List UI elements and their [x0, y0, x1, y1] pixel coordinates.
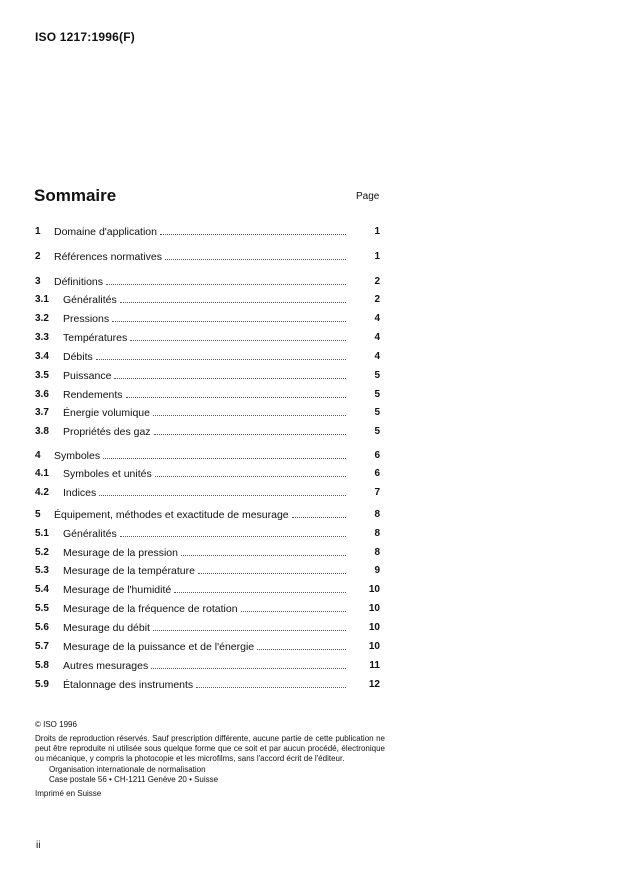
organization-address: Case postale 56 • CH-1211 Genève 20 • Suisse: [49, 775, 219, 784]
toc-entry-title: [63, 387, 346, 403]
rights-statement: Droits de reproduction réservés. Sauf prescription différente, aucune partie de cette publication ne peut être reproduite ni utilisée sous quelque forme que ce soit et par aucun procédé, électronique ou mécanique, y compris la photocopie et les microfilms, sans l'accord écrit de l'éditeur.: [35, 734, 385, 763]
toc-entry-page: 10: [368, 641, 380, 652]
toc-entry-title: [54, 448, 346, 464]
toc-entry-title-text: Symboles: [54, 450, 101, 462]
toc-entry-title: [63, 526, 346, 542]
toc-entry-number: 5.6: [35, 622, 49, 633]
organization-name: Organisation internationale de normalisation: [49, 765, 206, 774]
toc-entry-title-text: Propriétés des gaz: [63, 426, 151, 438]
toc-entry-title-text: Pressions: [63, 313, 110, 325]
toc-entry-title-text: Autres mesurages: [63, 660, 149, 672]
toc-leader-dots: [292, 507, 346, 518]
toc-entry-title: [63, 424, 346, 440]
toc-leader-dots: [181, 545, 346, 556]
toc-leader-dots: [103, 448, 346, 459]
toc-entry[interactable]: [35, 507, 380, 523]
toc-entry-page: 10: [368, 622, 380, 633]
toc-entry[interactable]: [35, 292, 380, 308]
toc-entry-page: 10: [368, 584, 380, 595]
toc-entry[interactable]: [35, 274, 380, 290]
toc-leader-dots: [120, 526, 346, 537]
toc-entry-number: 3.5: [35, 370, 49, 381]
toc-entry-page: 1: [374, 226, 380, 237]
toc-leader-dots: [99, 485, 346, 496]
toc-leader-dots: [241, 601, 346, 612]
toc-entry[interactable]: [35, 601, 380, 617]
toc-entry-title: [54, 274, 346, 290]
toc-entry-title-text: Définitions: [54, 276, 104, 288]
toc-entry[interactable]: [35, 466, 380, 482]
toc-leader-dots: [154, 424, 346, 435]
toc-entry-number: 5.8: [35, 660, 49, 671]
toc-entry-title-text: Énergie volumique: [63, 407, 150, 419]
toc-entry-number: 1: [35, 226, 41, 237]
toc-entry[interactable]: [35, 405, 380, 421]
toc-entry[interactable]: [35, 224, 380, 240]
toc-entry-title: [63, 620, 346, 636]
toc-entry-title: [63, 292, 346, 308]
toc-leader-dots: [114, 368, 346, 379]
toc-entry-title-text: Débits: [63, 351, 93, 363]
toc-entry-title: [63, 639, 346, 655]
toc-entry[interactable]: [35, 249, 380, 265]
toc-entry[interactable]: [35, 485, 380, 501]
toc-leader-dots: [174, 582, 346, 593]
toc-entry[interactable]: [35, 563, 380, 579]
toc-entry-title-text: Puissance: [63, 370, 112, 382]
toc-entry-number: 5.5: [35, 603, 49, 614]
toc-entry-page: 6: [374, 450, 380, 461]
toc-entry-title: [63, 368, 346, 384]
page-column-label: Page: [356, 191, 380, 202]
toc-entry-page: 5: [374, 407, 380, 418]
toc-entry-title: [63, 405, 346, 421]
toc-entry-title-text: Domaine d'application: [54, 226, 157, 238]
toc-entry-number: 4.2: [35, 487, 49, 498]
toc-entry[interactable]: [35, 349, 380, 365]
toc-entry-page: 8: [374, 547, 380, 558]
toc-entry-page: 8: [374, 528, 380, 539]
toc-entry[interactable]: [35, 387, 380, 403]
toc-leader-dots: [257, 639, 346, 650]
toc-entry[interactable]: [35, 620, 380, 636]
toc-entry-number: 4.1: [35, 468, 49, 479]
toc-entry-title-text: Références normatives: [54, 251, 162, 263]
toc-entry-title: [63, 330, 346, 346]
toc-entry-page: 7: [374, 487, 380, 498]
toc-leader-dots: [112, 311, 346, 322]
toc-title: Sommaire: [34, 186, 117, 205]
toc-entry-title-text: Mesurage de la température: [63, 565, 195, 577]
toc-entry-title: [63, 349, 346, 365]
toc-entry-number: 5.4: [35, 584, 49, 595]
toc-entry-title: [63, 658, 346, 674]
toc-entry-page: 9: [374, 565, 380, 576]
copyright: © ISO 1996: [35, 720, 77, 729]
toc-leader-dots: [130, 330, 346, 341]
toc-leader-dots: [155, 466, 346, 477]
toc-entry[interactable]: [35, 545, 380, 561]
printed-in: Imprimé en Suisse: [35, 789, 102, 798]
toc-entry-title-text: Étalonnage des instruments: [63, 679, 194, 691]
toc-entry-page: 8: [374, 509, 380, 520]
toc-entry-title-text: Indices: [63, 487, 97, 499]
toc-entry[interactable]: [35, 677, 380, 693]
toc-entry-number: 5.1: [35, 528, 49, 539]
toc-entry-title: [63, 466, 346, 482]
toc-leader-dots: [126, 387, 346, 398]
toc-entry-number: 5.7: [35, 641, 49, 652]
toc-entry-page: 2: [374, 276, 380, 287]
toc-entry-number: 3.6: [35, 389, 49, 400]
toc-entry-number: 3.7: [35, 407, 49, 418]
toc-entry-number: 3.3: [35, 332, 49, 343]
toc-entry-number: 3.8: [35, 426, 49, 437]
toc-leader-dots: [165, 249, 346, 260]
toc-leader-dots: [153, 405, 346, 416]
toc-leader-dots: [153, 620, 346, 631]
toc-entry[interactable]: [35, 368, 380, 384]
toc-entry[interactable]: [35, 582, 380, 598]
toc-entry-page: 5: [374, 426, 380, 437]
toc-entry-title-text: Mesurage de l'humidité: [63, 584, 172, 596]
toc-entry-title-text: Mesurage de la puissance et de l'énergie: [63, 641, 255, 653]
toc-entry[interactable]: [35, 330, 380, 346]
toc-entry-title: [63, 582, 346, 598]
toc-entry[interactable]: [35, 448, 380, 464]
toc-entry-number: 2: [35, 251, 41, 262]
toc-entry[interactable]: [35, 658, 380, 674]
toc-leader-dots: [198, 563, 346, 574]
toc-entry-number: 5: [35, 509, 41, 520]
toc-entry-page: 2: [374, 294, 380, 305]
toc-entry-number: 5.3: [35, 565, 49, 576]
toc-entry-number: 4: [35, 450, 41, 461]
toc-entry-title: [63, 601, 346, 617]
toc-entry-title-text: Généralités: [63, 528, 117, 540]
toc-entry-title-text: Mesurage de la fréquence de rotation: [63, 603, 238, 615]
toc-entry-title: [63, 563, 346, 579]
toc-entry-title-text: Températures: [63, 332, 128, 344]
toc-entry-number: 3.2: [35, 313, 49, 324]
toc-leader-dots: [160, 224, 346, 235]
toc-entry-number: 5.2: [35, 547, 49, 558]
toc-entry-title: [63, 485, 346, 501]
toc-entry[interactable]: [35, 526, 380, 542]
toc-leader-dots: [96, 349, 346, 360]
toc-entry-title-text: Généralités: [63, 294, 117, 306]
toc-entry-page: 1: [374, 251, 380, 262]
toc-entry-page: 4: [374, 332, 380, 343]
toc-entry-page: 5: [374, 389, 380, 400]
toc-entry-title: [54, 224, 346, 240]
toc-entry-title-text: Rendements: [63, 389, 123, 401]
toc-entry-number: 3.1: [35, 294, 49, 305]
toc-entry-title: [63, 545, 346, 561]
legal-notice: [35, 720, 385, 799]
toc-entry-page: 10: [368, 603, 380, 614]
toc-entry-number: 3.4: [35, 351, 49, 362]
toc-leader-dots: [106, 274, 346, 285]
toc-entry-page: 11: [369, 660, 380, 671]
toc-entry-page: 4: [374, 313, 380, 324]
toc-entry-page: 12: [368, 679, 380, 690]
toc-entry-number: 5.9: [35, 679, 49, 690]
toc-leader-dots: [120, 292, 346, 303]
toc-leader-dots: [151, 658, 346, 669]
page-number: ii: [36, 840, 41, 851]
toc-entry-number: 3: [35, 276, 41, 287]
toc-entry-page: 4: [374, 351, 380, 362]
toc-leader-dots: [196, 677, 346, 688]
toc-entry-title: [54, 249, 346, 265]
document-code: ISO 1217:1996(F): [35, 30, 135, 44]
toc-entry-title: [54, 507, 346, 523]
toc-entry-page: 5: [374, 370, 380, 381]
toc-entry-title-text: Symboles et unités: [63, 468, 152, 480]
toc-entry-title: [63, 677, 346, 693]
toc-entry[interactable]: [35, 311, 380, 327]
toc-entry-title: [63, 311, 346, 327]
toc-entry[interactable]: [35, 424, 380, 440]
toc-entry-title-text: Mesurage de la pression: [63, 547, 178, 559]
toc-entry-title-text: Équipement, méthodes et exactitude de mesurage: [54, 509, 289, 521]
toc-entry-title-text: Mesurage du débit: [63, 622, 150, 634]
toc-entry-page: 6: [374, 468, 380, 479]
toc-entry[interactable]: [35, 639, 380, 655]
